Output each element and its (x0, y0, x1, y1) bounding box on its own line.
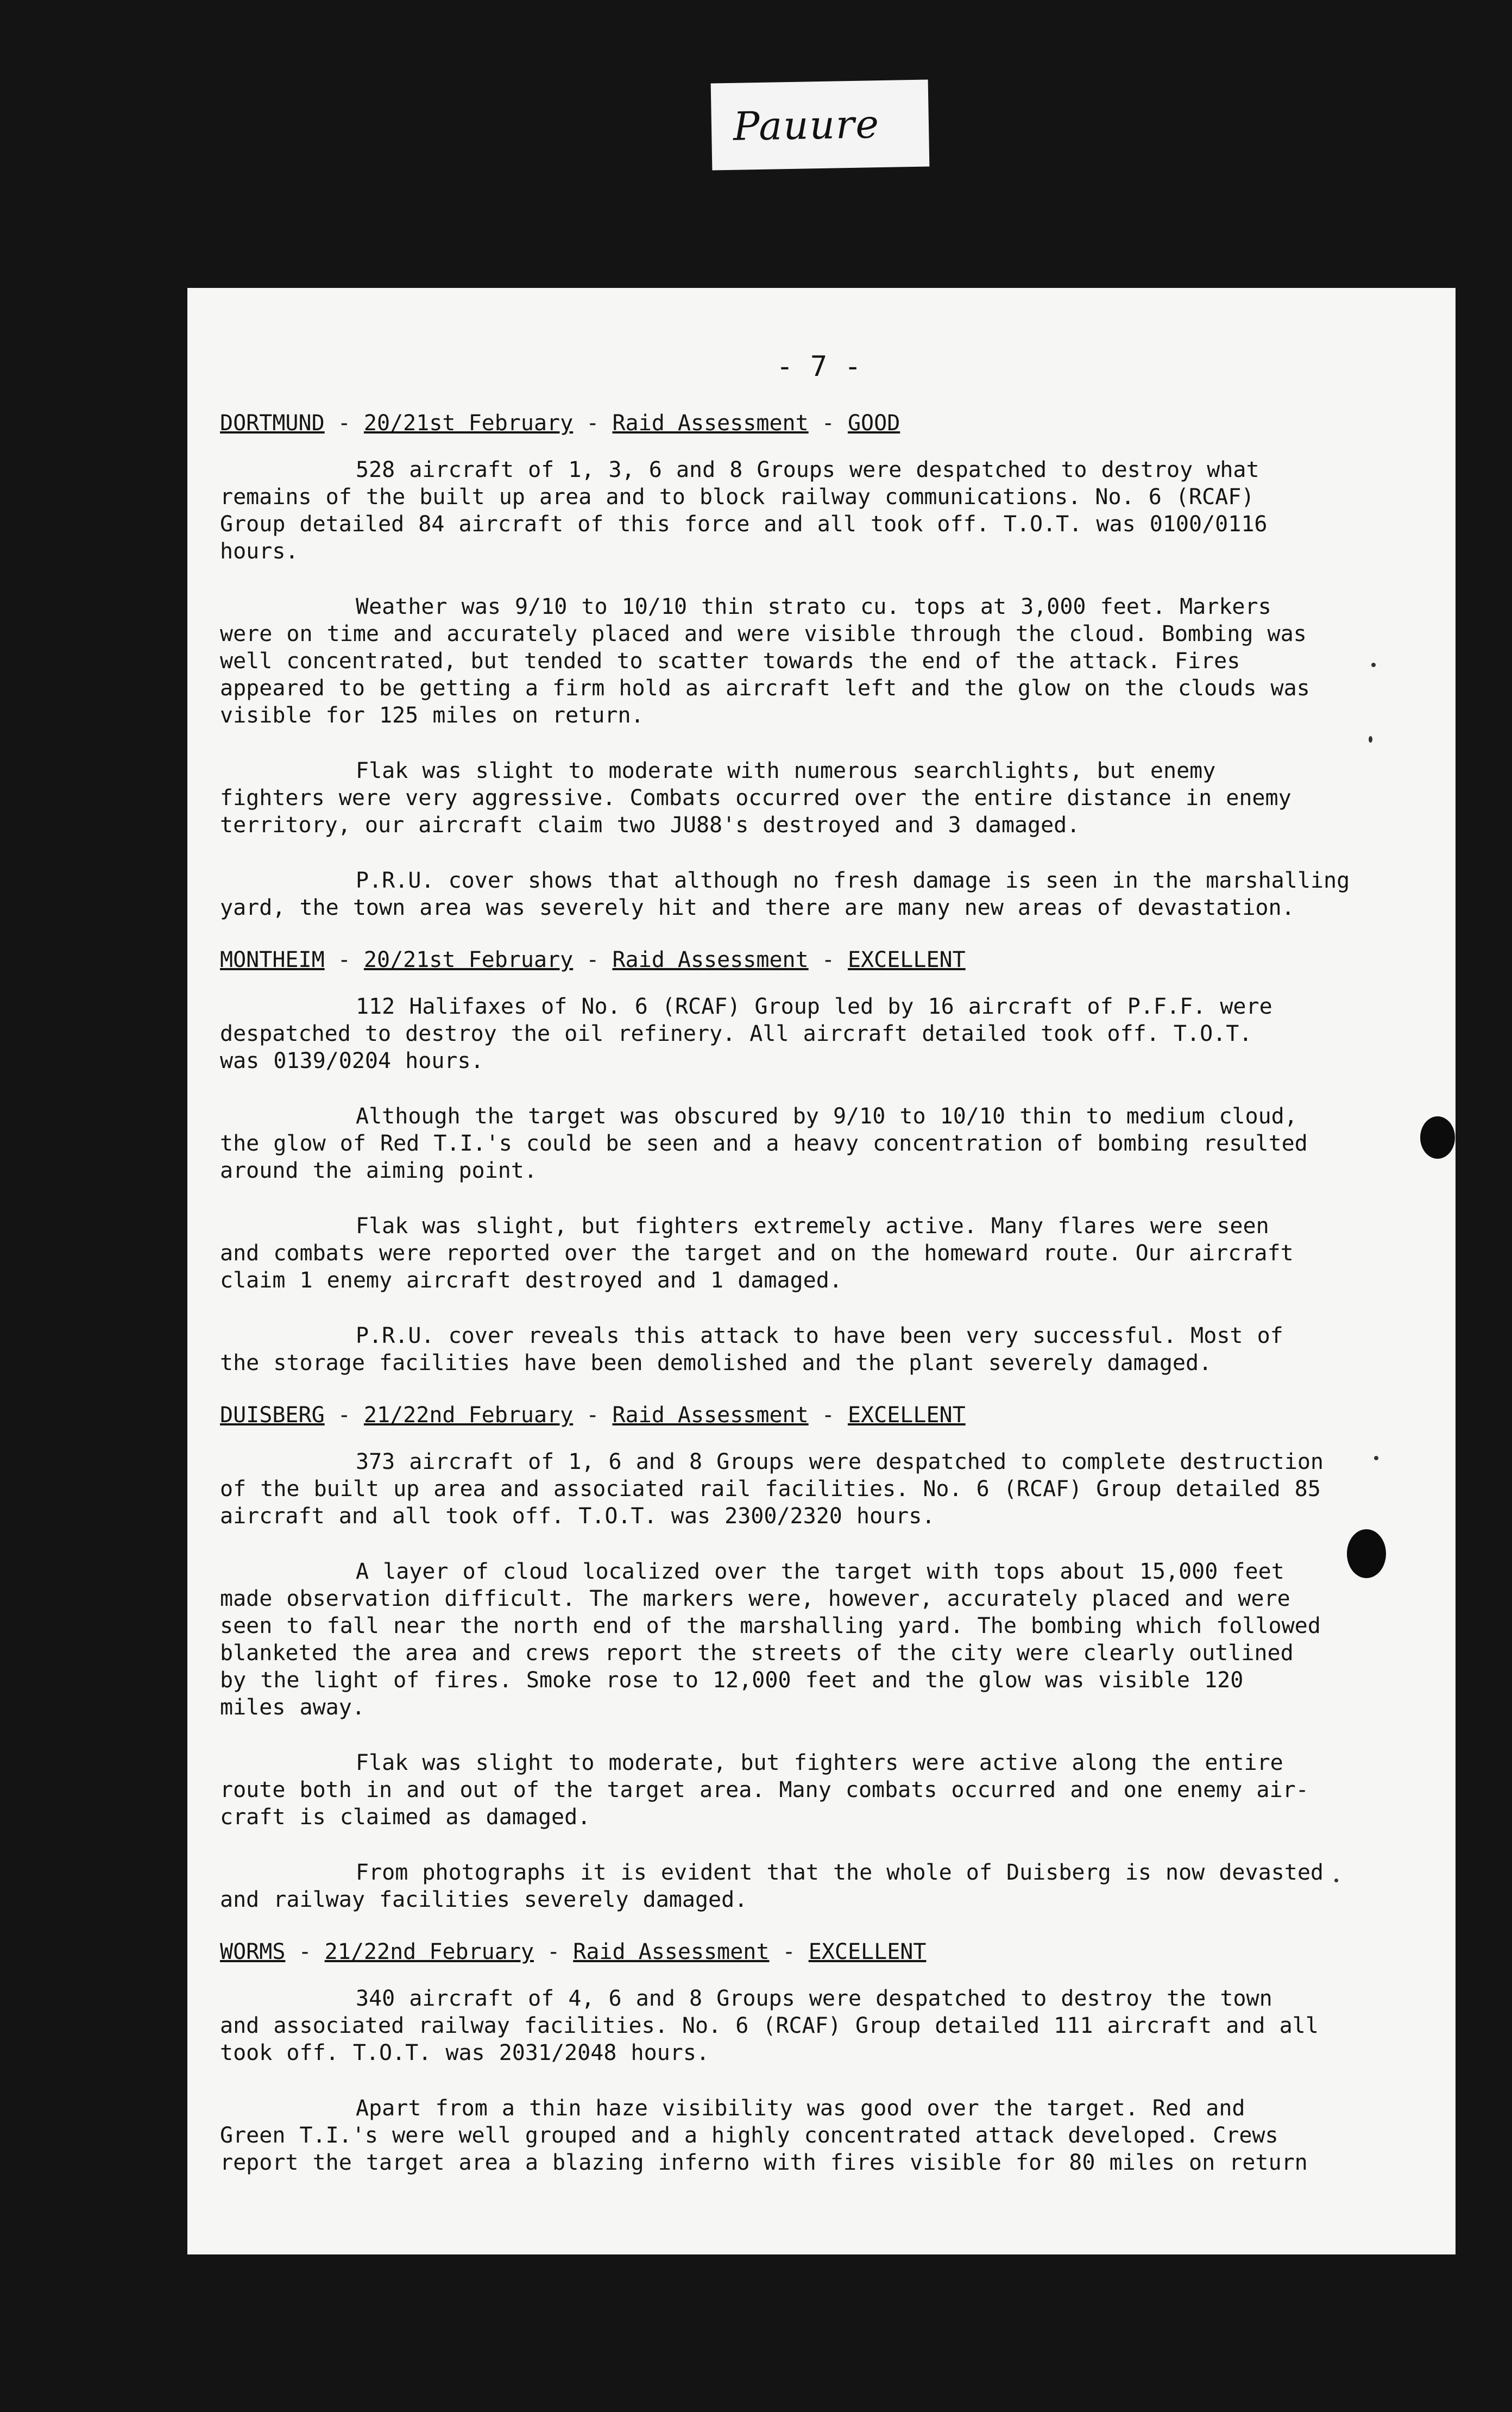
heading-date: 21/22nd February (324, 1939, 534, 1964)
paragraph: 528 aircraft of 1, 3, 6 and 8 Groups were despatched to destroy what remains of the built up area and to block railway communications. No. 6 (RCAF) Group detailed 84 aircraft of this force and all took off. T.O.T. was 0100/0116 hours. (220, 457, 1268, 564)
page-number: - 7 - (776, 350, 861, 383)
paragraph: From photographs it is evident that the whole of Duisberg is now devasted and railway facilities severely damaged. (220, 1860, 1324, 1912)
heading-assessment-label: Raid Assessment (612, 411, 809, 436)
paragraph: P.R.U. cover reveals this attack to have been very successful. Most of the storage facilities have been demolished and the plant severely damaged. (220, 1323, 1283, 1375)
paragraph: 373 aircraft of 1, 6 and 8 Groups were despatched to complete destruction of the built up area and associated rail facilities. No. 6 (RCAF) Group detailed 85 aircraft and all took off. T.O.T. was 2300/2320 hours. (220, 1449, 1324, 1529)
paragraph: A layer of cloud localized over the target with tops about 15,000 feet made observation difficult. The markers were, however, accurately placed and were seen to fall near the north end of the marshalling yard. The bombing which followed blanketed the area and crews report the streets of the city were clearly outlined by the light of fires. Smoke rose to 12,000 feet and the glow was visible 120 miles away. (220, 1559, 1321, 1720)
heading-target: MONTHEIM (220, 947, 325, 972)
paragraph: Flak was slight to moderate with numerous searchlights, but enemy fighters were very aggressive. Combats occurred over the entire distance in enemy territory, our aircraft claim two JU88's destroyed and 3 damaged. (220, 758, 1292, 838)
heading-target: WORMS (220, 1939, 286, 1964)
handwritten-label-card (711, 80, 930, 171)
section-heading: WORMS - 21/22nd February - Raid Assessment - EXCELLENT (220, 1939, 927, 1964)
heading-assessment-label: Raid Assessment (612, 947, 809, 972)
heading-assessment-label: Raid Assessment (612, 1403, 809, 1428)
heading-date: 20/21st February (363, 947, 574, 972)
paragraph: P.R.U. cover shows that although no fresh damage is seen in the marshalling yard, the town area was severely hit and there are many new areas of devastation. (220, 868, 1350, 920)
heading-date: 20/21st February (363, 411, 574, 436)
heading-assessment-label: Raid Assessment (573, 1939, 770, 1964)
heading-rating: EXCELLENT (847, 1403, 966, 1428)
scan-speck (1334, 1879, 1338, 1882)
heading-date: 21/22nd February (363, 1403, 574, 1428)
heading-rating: GOOD (847, 411, 900, 436)
ink-blot (1420, 1116, 1455, 1159)
paragraph: Flak was slight to moderate, but fighters were active along the entire route both in and out of the target area. Many combats occurred and one enemy air- craft is claimed as damaged. (220, 1750, 1309, 1830)
paragraph: 340 aircraft of 4, 6 and 8 Groups were despatched to destroy the town and associated railway facilities. No. 6 (RCAF) Group detailed 111 aircraft and all took off. T.O.T. was 2031/2048 hours. (220, 1986, 1319, 2065)
scan-speck (1371, 663, 1376, 667)
typed-report-page (187, 288, 1456, 2254)
heading-rating: EXCELLENT (808, 1939, 927, 1964)
heading-rating: EXCELLENT (847, 947, 966, 972)
ink-blot (1347, 1529, 1386, 1578)
section-heading: DUISBERG - 21/22nd February - Raid Assessment - EXCELLENT (220, 1403, 966, 1428)
heading-target: DUISBERG (220, 1403, 325, 1428)
paragraph: Apart from a thin haze visibility was good over the target. Red and Green T.I.'s were well grouped and a highly concentrated attack developed. Crews report the target area a blazing inferno with fires visible for 80 miles on return (220, 2096, 1308, 2175)
section-heading: DORTMUND - 20/21st February - Raid Assessment - GOOD (220, 411, 900, 436)
section-heading: MONTHEIM - 20/21st February - Raid Assessment - EXCELLENT (220, 947, 966, 972)
scan-speck (1369, 736, 1372, 743)
scan-speck (1374, 1456, 1378, 1460)
paragraph: Flak was slight, but fighters extremely active. Many flares were seen and combats were reported over the target and on the homeward route. Our aircraft claim 1 enemy aircraft destroyed and 1 damaged. (220, 1214, 1294, 1293)
paragraph: Weather was 9/10 to 10/10 thin strato cu. tops at 3,000 feet. Markers were on time and accurately placed and were visible through the cloud. Bombing was well concentrated, but tended to scatter towards the end of the attack. Fires appeared to be getting a firm hold as aircraft left and the glow on the clouds was visible for 125 miles on return. (220, 594, 1310, 728)
paragraph: Although the target was obscured by 9/10 to 10/10 thin to medium cloud, the glow of Red T.I.'s could be seen and a heavy concentration of bombing resulted around the aiming point. (220, 1104, 1308, 1183)
handwritten-label: Pauure (733, 101, 880, 149)
paragraph: 112 Halifaxes of No. 6 (RCAF) Group led by 16 aircraft of P.F.F. were despatched to destroy the oil refinery. All aircraft detailed took off. T.O.T. was 0139/0204 hours. (220, 994, 1272, 1073)
heading-target: DORTMUND (220, 411, 325, 436)
